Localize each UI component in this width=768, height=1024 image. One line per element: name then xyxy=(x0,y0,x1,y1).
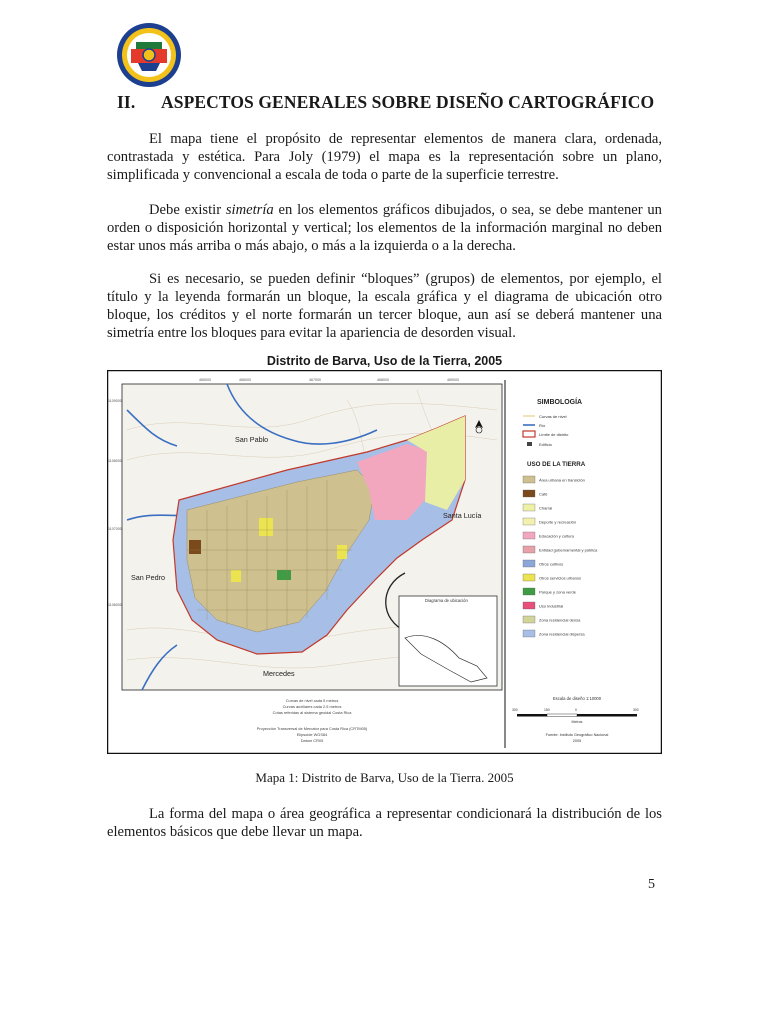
legend-symbol-0: Curvas de nivel xyxy=(539,414,567,419)
scale-unit: Metros xyxy=(571,720,583,724)
legend-item-label: Uso industrial xyxy=(539,603,564,609)
legend-symbol-1: Río xyxy=(539,423,546,428)
legend-symbol-2: Límite de distrito xyxy=(539,432,569,437)
source-year: 2005 xyxy=(572,739,582,743)
section-heading xyxy=(117,92,677,113)
legend-item-label: Parque y zona verde xyxy=(539,589,576,595)
top-tick-0: 465000 xyxy=(199,378,211,382)
map-title: Distrito de Barva, Uso de la Tierra, 2005 xyxy=(266,354,503,368)
legend-item-label: Café xyxy=(539,491,548,497)
park-patch xyxy=(277,570,291,580)
figure-caption: Mapa 1: Distrito de Barva, Uso de la Tierra. 2005 xyxy=(255,770,514,785)
left-tick-2: 1107000 xyxy=(108,527,122,531)
place-san-pablo: San Pablo xyxy=(235,435,269,444)
legend-swatch xyxy=(523,574,535,581)
legend-swatch xyxy=(523,532,535,539)
credit-0: Curvas de nivel cada 5 metros xyxy=(285,698,339,703)
legend-item-label: Deporte y recreación xyxy=(539,519,577,525)
legend-swatch xyxy=(523,602,535,609)
left-tick-3: 1106000 xyxy=(108,603,122,607)
legend-simbologia: SIMBOLOGÍA xyxy=(537,399,583,406)
paragraph-symmetry-start: Debe existir xyxy=(149,202,226,218)
institution-seal-logo xyxy=(116,22,182,88)
source-text: Fuente: Instituto Geográfico Nacional xyxy=(545,733,609,737)
scale-mark-3: 300 xyxy=(633,708,639,712)
place-san-pedro: San Pedro xyxy=(131,573,165,582)
legend-item-label: Zona residencial densa xyxy=(539,617,581,623)
credit-3: Proyección Transversal de Mercator para Costa Rica (CRTM05) xyxy=(256,726,368,731)
legend-swatch xyxy=(523,490,535,497)
emphasis-simetria: simetría xyxy=(225,202,274,218)
paragraph-blocks: Si es necesario, se pueden definir “bloques” (grupos) de elementos, por ejemplo, el título y la leyenda formarán un bloque, la escala gráfica y el diagrama de ubicación otro bloque, los créditos y el norte formarán un tercer bloque, aun así se deberá mantener una simetría entre los bloques para evitar la apariencia de desorden visual. xyxy=(107,271,662,341)
coffee-patch xyxy=(189,540,201,554)
top-tick-4: 469000 xyxy=(447,378,459,382)
land-use-map xyxy=(107,370,662,754)
credit-5: Datum CR05 xyxy=(300,738,324,743)
legend-item-label: Educación y cultura xyxy=(539,533,574,539)
section-title: ASPECTOS GENERALES SOBRE DISEÑO CARTOGRÁFICO xyxy=(161,92,655,112)
top-tick-2: 467000 xyxy=(309,378,321,382)
legend-item-label: Entidad gubernamental y pública xyxy=(539,547,598,553)
legend-item-label: Charral xyxy=(539,505,553,511)
legend-uso: USO DE LA TIERRA xyxy=(527,461,586,468)
legend-swatch xyxy=(523,616,535,623)
legend-swatch xyxy=(523,560,535,567)
legend-swatch xyxy=(523,504,535,511)
credit-2: Cotas referidas al sistema geoidal Costa Rica xyxy=(272,710,352,715)
legend-swatch xyxy=(523,518,535,525)
scale-mark-2: 0 xyxy=(575,708,577,712)
place-santa-lucia: Santa Lucía xyxy=(443,511,482,520)
left-tick-1: 1108000 xyxy=(108,459,122,463)
legend-symbol-3: Edificio xyxy=(539,442,552,447)
top-tick-1: 466000 xyxy=(239,378,251,382)
inset-title: Diagrama de ubicación xyxy=(425,598,468,603)
paragraph-symmetry xyxy=(107,201,662,255)
legend-item-label: Otros cultivos xyxy=(539,561,564,567)
page-number: 5 xyxy=(648,877,655,892)
legend-item-label: Otros servicios urbanos xyxy=(539,575,582,581)
credit-4: Elipsoide WGS84 xyxy=(296,732,328,737)
paragraph-definition: El mapa tiene el propósito de representar elementos de manera clara, ordenada, contrastada y estética. Para Joly (1979) el mapa es la representación sobre un plano, simplificada y convencional a escala de toda o parte de la superficie terrestre. xyxy=(107,131,662,183)
legend-swatch xyxy=(523,588,535,595)
left-tick-0: 1109000 xyxy=(108,399,122,403)
place-mercedes: Mercedes xyxy=(263,669,295,678)
top-tick-3: 468000 xyxy=(377,378,389,382)
scale-mark-1: 150 xyxy=(544,708,550,712)
paragraph-map-shape: La forma del mapa o área geográfica a representar condicionará la distribución de los elementos básicos que debe llevar un mapa. xyxy=(107,806,662,840)
scale-mark-0: 300 xyxy=(512,708,518,712)
scale-text: Escala de diseño 1:10000 xyxy=(552,696,602,701)
legend-swatch xyxy=(523,546,535,553)
legend-swatch xyxy=(523,476,535,483)
paragraph-symmetry-end: en los elementos gráficos dibujados, o sea, se debe mantener un orden o disposición horizontal y vertical; los elementos de la información marginal no deben estar unos más arriba o más abajo, o más a la izquierda o a la derecha. xyxy=(107,202,662,254)
credit-1: Curvas auxiliares cada 2.5 metros xyxy=(282,704,342,709)
legend-swatch xyxy=(523,630,535,637)
section-number: II. xyxy=(117,92,136,112)
legend-item-label: Zona residencial dispersa xyxy=(539,631,585,637)
legend-item-label: Área urbana en transición xyxy=(539,477,585,483)
